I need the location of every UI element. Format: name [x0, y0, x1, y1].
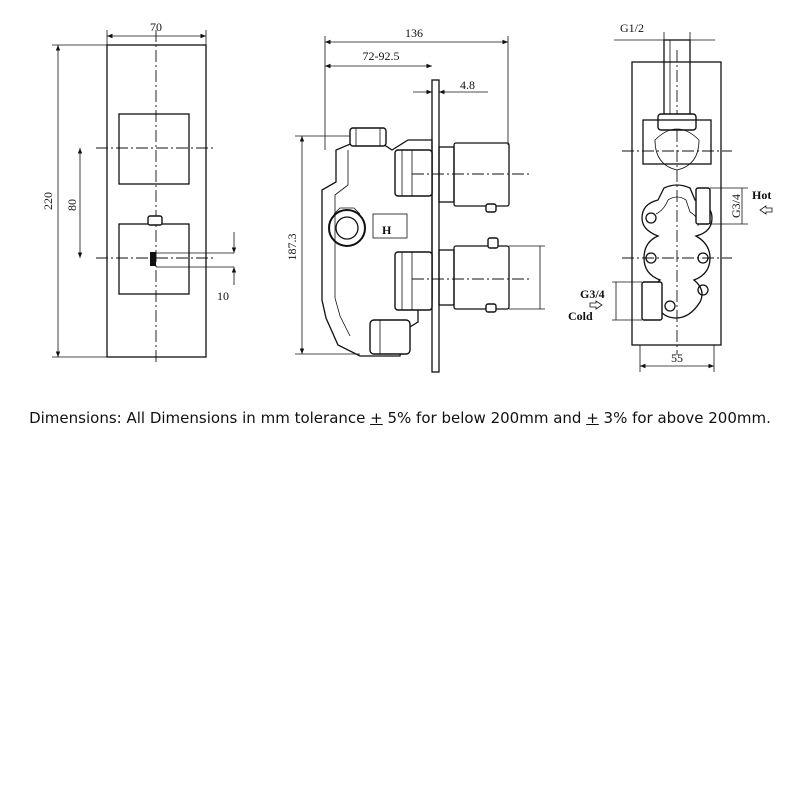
front-height-dimension: 220	[41, 192, 55, 210]
front-width-dimension: 70	[150, 20, 162, 34]
hot-inlet-thread-label: G3/4	[729, 194, 743, 218]
rear-width-dimension: 55	[671, 351, 683, 365]
plate-thickness-dimension: 4.8	[460, 78, 475, 92]
cold-inlet-thread-label: G3/4	[580, 287, 605, 301]
rear-view	[568, 21, 772, 372]
cold-inlet-arrow-icon	[590, 301, 602, 309]
cold-inlet-label: Cold	[568, 309, 593, 323]
dimensions-caption	[0, 409, 800, 427]
front-view	[41, 20, 234, 365]
overall-depth-dimension: 136	[405, 26, 423, 40]
front-plate	[107, 45, 206, 357]
hot-inlet-label: Hot	[752, 188, 772, 202]
wall-depth-dimension: 72-92.5	[362, 49, 400, 63]
caption-mid-1: 5% for below 200mm and	[382, 409, 587, 427]
lower-cartridge-housing	[395, 252, 432, 310]
top-inlet-fitting	[350, 128, 386, 146]
caption-plus-minus-1: +	[370, 409, 383, 427]
caption-prefix: Dimensions: All Dimensions in mm tolerance	[29, 409, 371, 427]
top-outlet-thread-label: G1/2	[620, 21, 644, 35]
caption-mid-2: 3% for above 200mm.	[598, 409, 771, 427]
hot-inlet-circle	[329, 210, 365, 246]
upper-square-handle	[119, 114, 189, 184]
lower-handle-lever	[148, 216, 162, 225]
upper-cartridge-housing	[395, 150, 432, 196]
cover-plate	[432, 80, 439, 372]
hot-inlet-arrow-icon	[760, 206, 772, 214]
side-view	[285, 26, 545, 372]
hot-side-marker: H	[382, 223, 392, 237]
handle-spacing-dimension: 80	[65, 199, 79, 211]
lever-stem	[150, 252, 156, 266]
lever-knob-side	[488, 238, 498, 248]
upper-handle-side	[454, 143, 509, 206]
caption-plus-minus-2: +	[586, 409, 599, 427]
lower-handle-side	[454, 246, 509, 309]
body-height-dimension: 187.3	[285, 233, 299, 261]
lever-offset-dimension: 10	[217, 289, 229, 303]
bottom-outlet-fitting	[370, 320, 410, 354]
